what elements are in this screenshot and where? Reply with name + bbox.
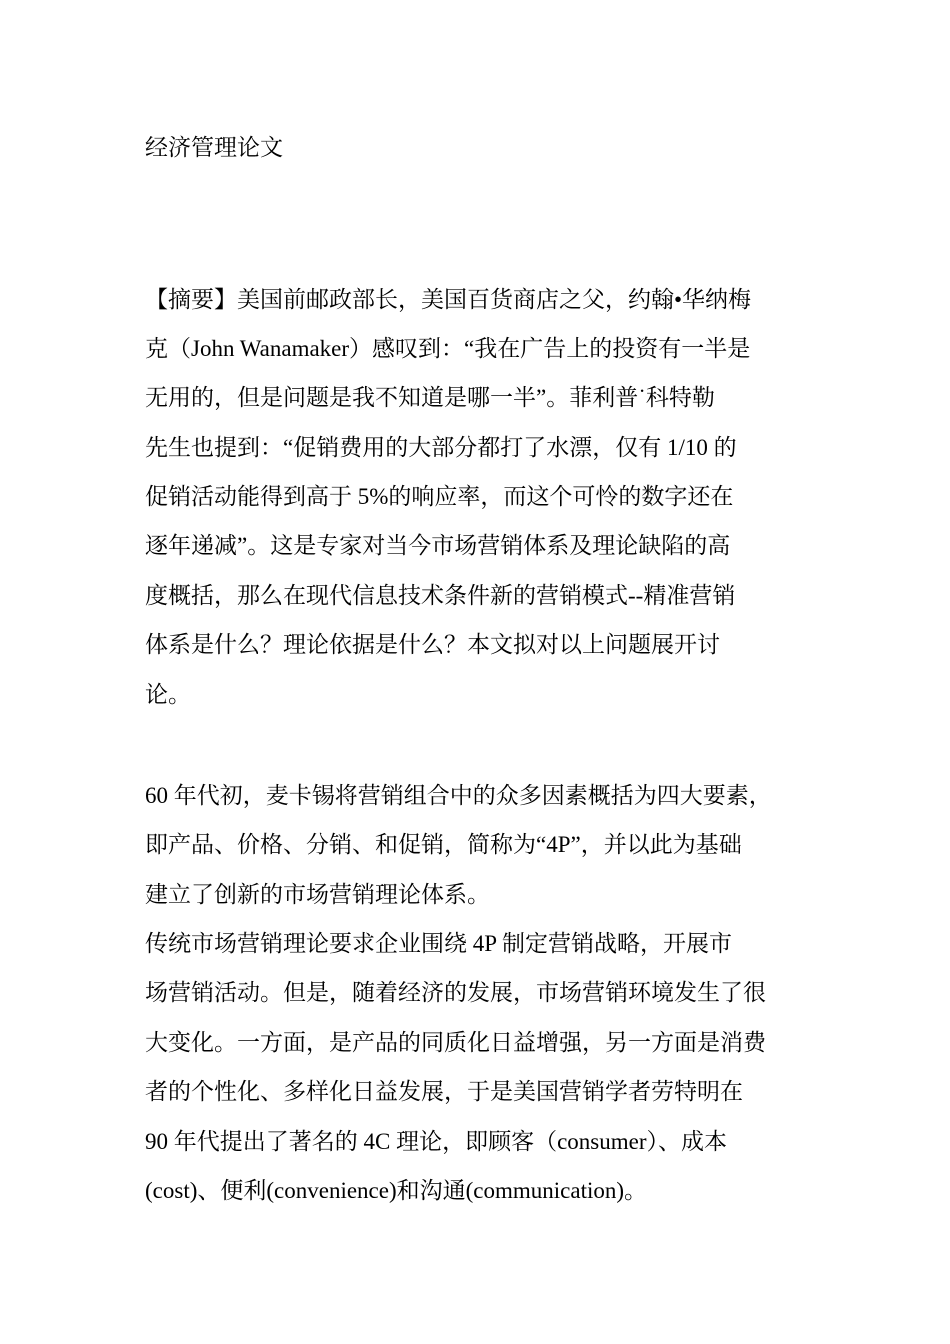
abstract-line: 体系是什么？理论依据是什么？本文拟对以上问题展开讨 bbox=[145, 632, 720, 657]
abstract-line: 无用的，但是问题是我不知道是哪一半”。菲利普˙科特勒 bbox=[145, 385, 715, 410]
body-line: (cost)、便利(convenience)和沟通(communication)。 bbox=[145, 1178, 648, 1203]
abstract-line: 克（John Wanamaker）感叹到：“我在广告上的投资有一半是 bbox=[145, 336, 751, 361]
body-line: 90 年代提出了著名的 4C 理论，即顾客（consumer）、成本 bbox=[145, 1129, 728, 1154]
body-line: 场营销活动。但是，随着经济的发展，市场营销环境发生了很 bbox=[145, 980, 766, 1005]
abstract-line: 促销活动能得到高于 5%的响应率，而这个可怜的数字还在 bbox=[145, 484, 734, 509]
body-line: 60 年代初，麦卡锡将营销组合中的众多因素概括为四大要素， bbox=[145, 783, 772, 808]
body-line: 者的个性化、多样化日益发展，于是美国营销学者劳特明在 bbox=[145, 1079, 743, 1104]
abstract-line: 【摘要】美国前邮政部长，美国百货商店之父，约翰•华纳梅 bbox=[145, 287, 752, 312]
document-title: 经济管理论文 bbox=[145, 135, 283, 160]
abstract-line: 论。 bbox=[145, 682, 191, 707]
body-line: 传统市场营销理论要求企业围绕 4P 制定营销战略，开展市 bbox=[145, 931, 732, 956]
body-line: 大变化。一方面，是产品的同质化日益增强，另一方面是消费 bbox=[145, 1030, 766, 1055]
body-line: 即产品、价格、分销、和促销，简称为“4P”，并以此为基础 bbox=[145, 832, 742, 857]
abstract-line: 度概括，那么在现代信息技术条件新的营销模式--精准营销 bbox=[145, 583, 736, 608]
abstract-line: 逐年递减”。这是专家对当今市场营销体系及理论缺陷的高 bbox=[145, 533, 731, 558]
body-line: 建立了创新的市场营销理论体系。 bbox=[145, 882, 490, 907]
abstract-line: 先生也提到：“促销费用的大部分都打了水漂，仅有 1/10 的 bbox=[145, 435, 737, 460]
